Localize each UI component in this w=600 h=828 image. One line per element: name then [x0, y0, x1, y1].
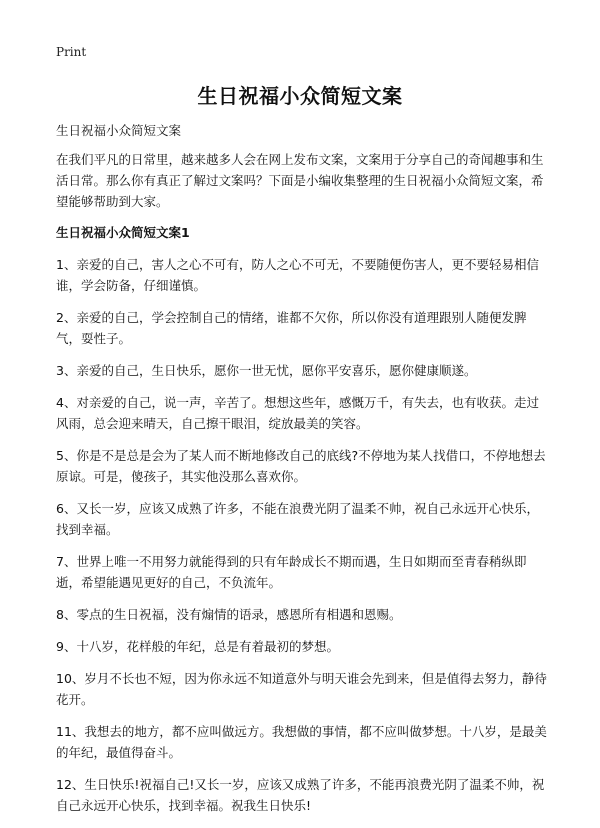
article-intro: 在我们平凡的日常里，越来越多人会在网上发布文案，文案用于分享自己的奇闻趣事和生活日常。那么你有真正了解过文案吗？下面是小编收集整理的生日祝福小众简短文案，希望能够帮助到大家。 — [56, 152, 544, 209]
list-item: 5、你是不是总是会为了某人而不断地修改自己的底线?不停地为某人找借口，不停地想去原谅。可是，傻孩子，其实他没那么喜欢你。 — [56, 448, 546, 484]
list-item: 7、世界上唯一不用努力就能得到的只有年龄成长不期而遇，生日如期而至青春稍纵即逝，希望能遇见更好的自己，不负流年。 — [56, 554, 527, 590]
page-title: 生日祝福小众简短文案 — [197, 84, 403, 108]
list-item: 12、生日快乐!祝福自己!又长一岁，应该又成熟了许多，不能再浪费光阴了温柔不帅，祝自己永远开心快乐，找到幸福。祝我生日快乐! — [56, 777, 545, 813]
section-heading: 生日祝福小众简短文案1 — [56, 225, 190, 240]
list-item: 11、我想去的地方，都不应叫做远方。我想做的事情，都不应叫做梦想。十八岁，是最美的年纪，最值得奋斗。 — [56, 724, 547, 760]
article-body — [56, 120, 548, 827]
list-item: 8、零点的生日祝福，没有煽情的语录，感恩所有相遇和恩赐。 — [56, 607, 402, 622]
print-label[interactable]: Print — [56, 45, 87, 59]
article-subtitle: 生日祝福小众简短文案 — [56, 123, 182, 138]
list-item: 10、岁月不长也不短，因为你永远不知道意外与明天谁会先到来，但是值得去努力，静待花开。 — [56, 671, 547, 707]
list-item: 2、亲爱的自己，学会控制自己的情绪，谁都不欠你，所以你没有道理跟别人随便发脾气，耍性子。 — [56, 310, 527, 346]
list-item: 1、亲爱的自己，害人之心不可有，防人之心不可无，不要随便伤害人，更不要轻易相信谁，学会防备，仔细谨慎。 — [56, 257, 539, 293]
list-item: 6、又长一岁，应该又成熟了许多，不能在浪费光阴了温柔不帅，祝自己永远开心快乐，找到幸福。 — [56, 501, 539, 537]
list-item: 9、十八岁，花样般的年纪，总是有着最初的梦想。 — [56, 639, 339, 654]
list-item: 3、亲爱的自己，生日快乐，愿你一世无忧，愿你平安喜乐，愿你健康顺遂。 — [56, 363, 477, 378]
list-item: 4、对亲爱的自己，说一声，辛苦了。想想这些年，感慨万千，有失去，也有收获。走过风雨，总会迎来晴天，自己擦干眼泪，绽放最美的笑容。 — [56, 395, 539, 431]
